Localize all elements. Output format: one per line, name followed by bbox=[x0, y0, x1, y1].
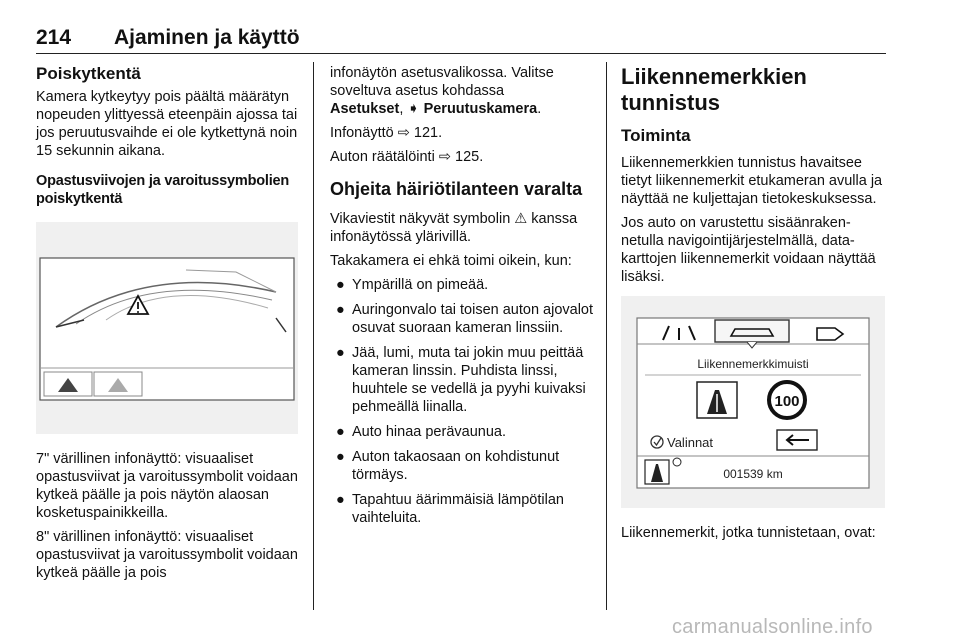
list-item: ● Ympärillä on pimeää. bbox=[336, 277, 489, 293]
speed-limit-value: 100 bbox=[774, 393, 800, 410]
column-divider bbox=[313, 62, 314, 610]
page-number: 214 bbox=[36, 26, 72, 49]
cross-reference-infodisplay: Infonäyttö ⇨ 121. bbox=[330, 125, 443, 141]
column-2 bbox=[330, 64, 594, 534]
paragraph: infonäytön asetusvalikossa. Valitse soveltuva asetus kohdassa Asetukset, ➧ Peruutuskamera. bbox=[330, 65, 554, 117]
odometer-reading: 001539 km bbox=[723, 467, 783, 481]
paragraph: Takakamera ei ehkä toimi oikein, kun: bbox=[330, 253, 572, 269]
conditions-list bbox=[330, 276, 594, 527]
menu-title: Liikennemerkkimuisti bbox=[697, 357, 809, 371]
paragraph: 8" värillinen infonäyttö: visuaaliset opastusviivat ja varoitussymbolit voidaan kytkeä päälle ja pois bbox=[36, 529, 298, 581]
menu-path-rear-camera: Peruutuskamera bbox=[423, 101, 538, 117]
list-item: ● Auton takaosaan on kohdistunut törmäys. bbox=[336, 449, 560, 483]
column-divider bbox=[606, 62, 607, 610]
column-3 bbox=[621, 64, 887, 548]
section-heading-fault: Ohjeita häiriötilanteen varalta bbox=[330, 179, 583, 199]
watermark: carmanualsonline.info bbox=[672, 616, 873, 638]
paragraph: Kamera kytkeytyy pois päältä määrätyn nopeuden ylittyessä eteenpäin ajossa tai jos peruutusvaihde ei ole kytkettynä noin 15 sekunnin aikana. bbox=[36, 89, 298, 159]
subsection-heading-guidelines: Opastusviivojen ja varoitussymbolien poiskytkentä bbox=[36, 173, 290, 207]
cross-reference-personalization: Auton räätälöinti ⇨ 125. bbox=[330, 149, 484, 165]
list-item: ● Auto hinaa perävaunua. bbox=[336, 424, 506, 440]
list-item: ● Jää, lumi, muta tai jokin muu peittää kameran linssin. Puhdista linssi, huuhtele se vedellä ja pyyhi kuivaksi pehmeällä liinalla. bbox=[336, 345, 586, 415]
page-header bbox=[36, 24, 886, 54]
column-1 bbox=[36, 64, 298, 588]
subsection-heading-function: Toiminta bbox=[621, 126, 691, 145]
rear-camera-display-figure bbox=[36, 222, 298, 434]
section-heading-sign-recognition: Liikennemerkkien tunnistus bbox=[621, 64, 807, 115]
chapter-title: Ajaminen ja käyttö bbox=[114, 26, 300, 49]
paragraph: Liikennemerkit, jotka tunnistetaan, ovat: bbox=[621, 525, 876, 541]
traffic-sign-display-figure bbox=[621, 296, 885, 508]
menu-path-settings: Asetukset bbox=[330, 101, 400, 117]
paragraph: Vikaviestit näkyvät symbolin ⚠ kanssa infonäytössä ylärivillä. bbox=[330, 211, 578, 245]
rear-camera-screen-illustration bbox=[36, 222, 298, 434]
paragraph: Jos auto on varustettu sisäänrakennetulla navigointijärjestelmällä, datakarttojen liikennemerkit voidaan näyttää lisäksi. bbox=[621, 215, 876, 285]
list-item: ● Tapahtuu äärimmäisiä lämpötilan vaihteluita. bbox=[336, 492, 564, 526]
paragraph: 7" värillinen infonäyttö: visuaaliset opastusviivat ja varoitussymbolit voidaan kytkeä päälle ja pois näytön alaosan kosketuspainikkeilla. bbox=[36, 451, 298, 521]
section-heading-deactivation: Poiskytkentä bbox=[36, 64, 141, 83]
paragraph: Liikennemerkkien tunnistus havaitsee tietyt liikennemerkit etukameran avulla ja näyttää ne kuljettajan tietokeskuksessa. bbox=[621, 155, 883, 207]
list-item: ● Auringonvalo tai toisen auton ajovalot osuvat suoraan kameran linssiin. bbox=[336, 302, 594, 336]
driver-info-display-illustration bbox=[621, 296, 885, 508]
options-label: Valinnat bbox=[667, 435, 714, 450]
